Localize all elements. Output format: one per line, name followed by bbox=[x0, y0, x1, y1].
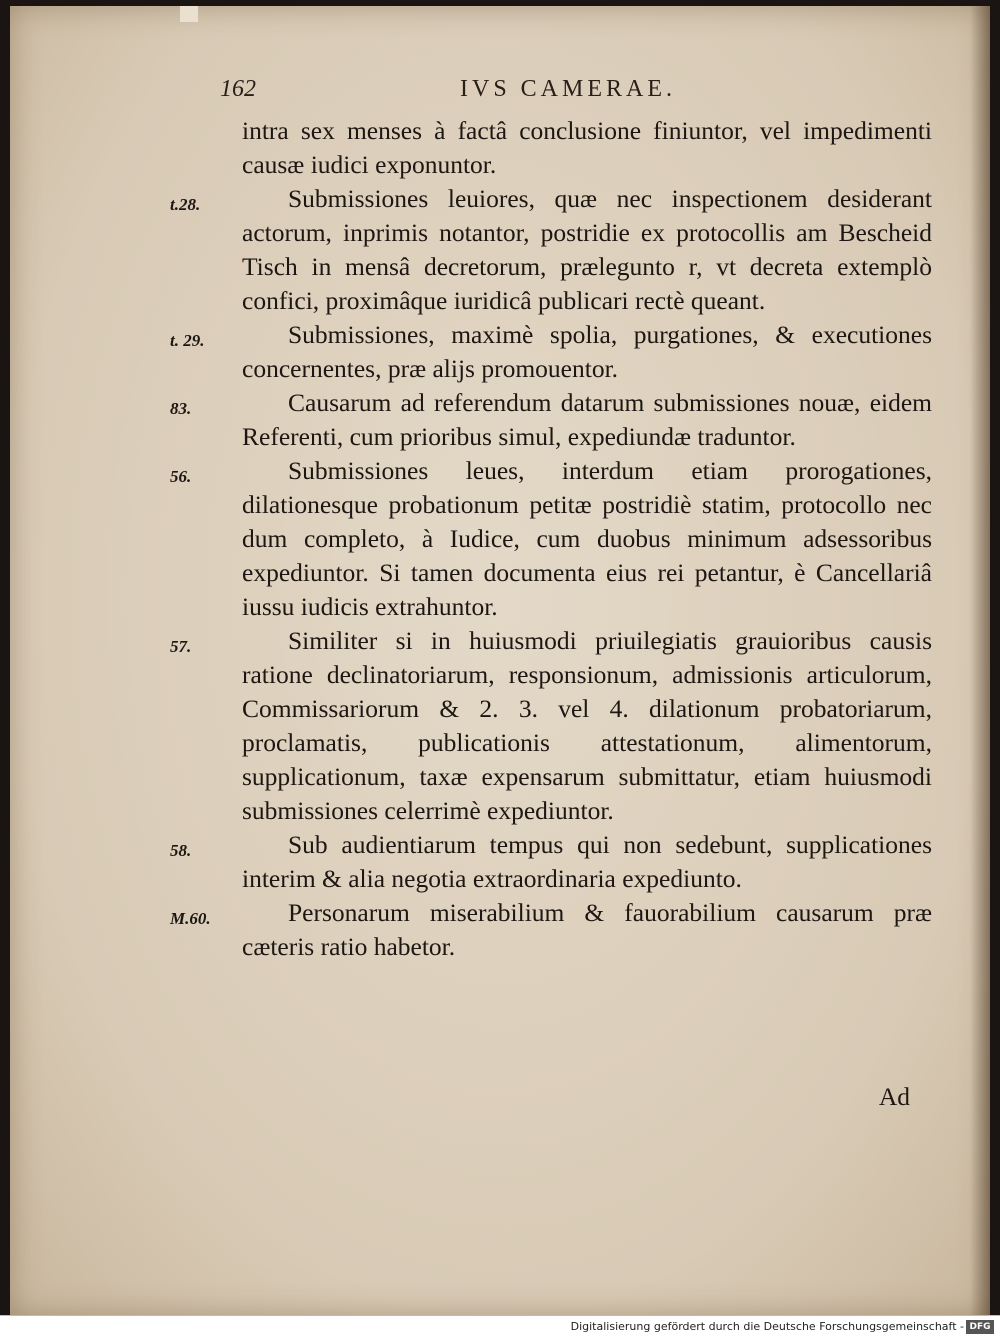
page-gutter bbox=[970, 6, 990, 1316]
dfg-logo: DFG bbox=[966, 1320, 994, 1334]
margin-reference: t. 29. bbox=[170, 331, 205, 350]
digitization-footer bbox=[0, 1315, 1000, 1339]
paragraph-text: intra sex menses à factâ conclusione finiuntor, vel impedimenti causæ iudici exponuntor. bbox=[242, 116, 932, 179]
margin-reference: 58. bbox=[170, 841, 192, 860]
running-title: IVS CAMERAE. bbox=[460, 76, 677, 102]
paragraph-text: Personarum miserabilium & fauorabilium causarum præ cæteris ratio habetor. bbox=[242, 898, 932, 961]
book-page bbox=[10, 6, 990, 1316]
margin-reference: 57. bbox=[170, 637, 192, 656]
paragraph bbox=[242, 114, 932, 182]
paragraph-text: Submissiones, maximè spolia, purgationes, & executiones concernentes, præ alijs promouentor. bbox=[242, 320, 932, 383]
paragraph bbox=[170, 386, 932, 454]
page-tear bbox=[180, 6, 198, 22]
running-head bbox=[220, 76, 680, 116]
paragraph bbox=[170, 828, 932, 896]
paragraph-text: Sub audientiarum tempus qui non sedebunt, supplicationes interim & alia negotia extraordinaria expediunto. bbox=[242, 830, 932, 893]
text-block bbox=[170, 114, 932, 964]
catchword: Ad bbox=[878, 1082, 910, 1111]
paragraph bbox=[170, 182, 932, 318]
paragraph-text: Submissiones leues, interdum etiam prorogationes, dilationesque probationum petitæ postridiè statim, protocollo nec dum completo, à Iudice, cum duobus minimum adsessoribus expediuntor. Si tamen documenta eius rei petantur, è Cancellariâ iussu iudicis extrahuntor. bbox=[242, 456, 932, 621]
paragraph bbox=[170, 454, 932, 624]
paragraph bbox=[170, 896, 932, 964]
margin-reference: t.28. bbox=[170, 195, 201, 214]
paragraph-text: Similiter si in huiusmodi priuilegiatis grauioribus causis ratione declinatoriarum, responsionum, admissionis articulorum, Commissariorum & 2. 3. vel 4. dilationum probatoriarum, proclamatis, publicationis attestationum, alimentorum, supplicationum, taxæ expensarum submittatur, etiam huiusmodi submissiones celerrimè expediuntor. bbox=[242, 626, 932, 825]
funding-credit: Digitalisierung gefördert durch die Deutsche Forschungsgemeinschaft - bbox=[570, 1320, 964, 1333]
paragraph bbox=[170, 624, 932, 828]
margin-reference: 83. bbox=[170, 399, 192, 418]
page-number: 162 bbox=[220, 76, 256, 102]
paragraph-text: Causarum ad referendum datarum submissiones nouæ, eidem Referenti, cum prioribus simul, expediundæ traduntor. bbox=[242, 388, 932, 451]
margin-reference: 56. bbox=[170, 467, 192, 486]
paragraph-text: Submissiones leuiores, quæ nec inspectionem desiderant actorum, inprimis notantor, postridie ex protocollis am Bescheid Tisch in mensâ decretorum, prælegunto r, vt decreta extemplò confici, proximâque iuridicâ publicari rectè queant. bbox=[242, 184, 932, 315]
paragraph bbox=[170, 318, 932, 386]
margin-reference: M.60. bbox=[170, 909, 211, 928]
